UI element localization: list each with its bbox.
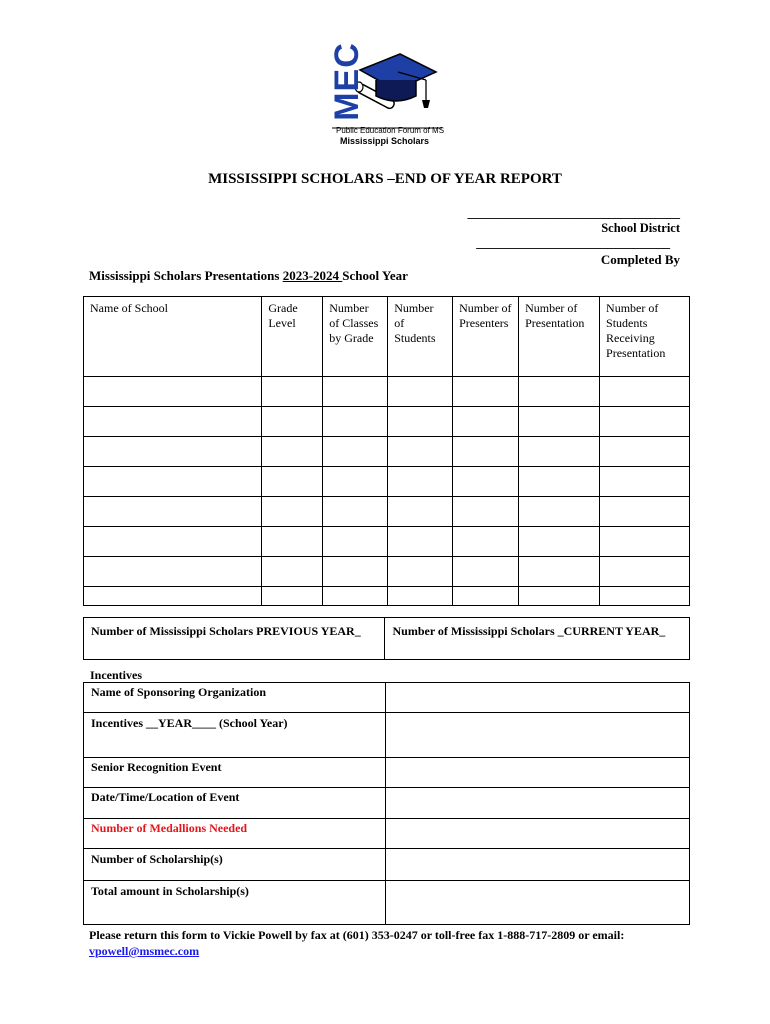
table-cell[interactable] <box>323 497 388 527</box>
presentations-heading <box>89 268 408 284</box>
senior-event-field[interactable] <box>385 758 689 788</box>
table-cell[interactable] <box>519 437 600 467</box>
table-cell[interactable] <box>519 407 600 437</box>
table-cell[interactable] <box>323 407 388 437</box>
table-cell[interactable] <box>519 377 600 407</box>
col-header: Number of Students Receiving Presentation <box>600 297 690 377</box>
table-cell[interactable] <box>600 587 690 606</box>
table-row[interactable] <box>84 377 690 407</box>
table-cell[interactable] <box>453 497 519 527</box>
table-cell[interactable] <box>453 527 519 557</box>
district-blank[interactable]: __________________________________ <box>467 206 680 220</box>
table-row[interactable] <box>84 557 690 587</box>
table-cell[interactable] <box>519 587 600 606</box>
incentives-table <box>83 682 690 925</box>
completed-label: Completed By <box>600 252 680 267</box>
senior-event-label: Senior Recognition Event <box>84 758 386 788</box>
table-cell[interactable] <box>388 587 453 606</box>
presentations-year: 2023-2024 <box>282 268 343 283</box>
table-cell[interactable] <box>84 437 262 467</box>
table-cell[interactable] <box>519 467 600 497</box>
incentives-year-field[interactable] <box>385 713 689 758</box>
presentations-table <box>83 296 690 606</box>
event-datetime-label: Date/Time/Location of Event <box>84 788 386 819</box>
table-row[interactable] <box>84 437 690 467</box>
table-cell[interactable] <box>388 527 453 557</box>
medallions-label: Number of Medallions Needed <box>84 819 386 849</box>
col-header: Number of Students <box>388 297 453 377</box>
table-cell[interactable] <box>323 587 388 606</box>
table-row[interactable] <box>84 587 690 606</box>
medallions-field[interactable] <box>385 819 689 849</box>
table-cell[interactable] <box>84 407 262 437</box>
table-cell[interactable] <box>262 527 323 557</box>
return-instructions-text: Please return this form to Vickie Powell by fax at (601) 353-0247 or toll-free fax 1-888-717-2809 or email: <box>89 928 625 942</box>
table-cell[interactable] <box>84 527 262 557</box>
table-cell[interactable] <box>388 497 453 527</box>
total-scholarship-label: Total amount in Scholarship(s) <box>84 881 386 925</box>
table-cell[interactable] <box>388 467 453 497</box>
table-cell[interactable] <box>453 587 519 606</box>
contact-email-link[interactable]: vpowell@msmec.com <box>89 944 200 958</box>
total-scholarship-field[interactable] <box>385 881 689 925</box>
table-cell[interactable] <box>84 377 262 407</box>
table-cell[interactable] <box>600 407 690 437</box>
table-cell[interactable] <box>388 557 453 587</box>
table-cell[interactable] <box>519 557 600 587</box>
table-cell[interactable] <box>453 557 519 587</box>
district-label: School District <box>601 221 680 235</box>
table-cell[interactable] <box>453 407 519 437</box>
scholar-count-table <box>83 617 690 660</box>
table-cell[interactable] <box>323 467 388 497</box>
scholarships-label: Number of Scholarship(s) <box>84 849 386 881</box>
col-header: Name of School <box>84 297 262 377</box>
table-cell[interactable] <box>600 467 690 497</box>
table-row[interactable] <box>84 467 690 497</box>
table-cell[interactable] <box>519 527 600 557</box>
table-cell[interactable] <box>388 377 453 407</box>
table-cell[interactable] <box>453 377 519 407</box>
table-cell[interactable] <box>600 527 690 557</box>
logo-line1: Public Education Forum of MS <box>336 126 445 135</box>
table-row[interactable] <box>84 407 690 437</box>
table-cell[interactable] <box>323 377 388 407</box>
sponsor-label: Name of Sponsoring Organization <box>84 683 386 713</box>
incentives-year-label: Incentives __YEAR____ (School Year) <box>84 713 386 758</box>
scholarships-field[interactable] <box>385 849 689 881</box>
table-cell[interactable] <box>84 467 262 497</box>
table-cell[interactable] <box>262 407 323 437</box>
table-row[interactable] <box>84 527 690 557</box>
table-cell[interactable] <box>600 377 690 407</box>
previous-year-count-field[interactable]: Number of Mississippi Scholars PREVIOUS YEAR_ <box>84 618 385 660</box>
current-year-count-field[interactable]: Number of Mississippi Scholars _CURRENT YEAR_ <box>385 618 690 660</box>
table-cell[interactable] <box>600 557 690 587</box>
col-header: Number of Presenters <box>453 297 519 377</box>
col-header: Number of Classes by Grade <box>323 297 388 377</box>
return-instructions <box>89 927 689 959</box>
table-header-row <box>84 297 690 377</box>
col-header: Number of Presentation <box>519 297 600 377</box>
table-cell[interactable] <box>453 437 519 467</box>
mec-logo <box>318 40 448 150</box>
table-cell[interactable] <box>262 587 323 606</box>
table-cell[interactable] <box>388 407 453 437</box>
completed-blank[interactable]: _______________________________ <box>476 236 670 250</box>
table-cell[interactable] <box>262 497 323 527</box>
col-header: Grade Level <box>262 297 323 377</box>
table-cell[interactable] <box>388 437 453 467</box>
table-cell[interactable] <box>262 437 323 467</box>
table-cell[interactable] <box>84 497 262 527</box>
presentations-prefix: Mississippi Scholars Presentations <box>89 268 283 283</box>
table-cell[interactable] <box>84 587 262 606</box>
table-cell[interactable] <box>262 377 323 407</box>
incentives-heading: Incentives <box>90 668 142 682</box>
table-cell[interactable] <box>323 437 388 467</box>
table-cell[interactable] <box>323 557 388 587</box>
logo-mark: MEC <box>327 42 366 121</box>
table-cell[interactable] <box>262 467 323 497</box>
table-row[interactable] <box>84 497 690 527</box>
sponsor-field[interactable] <box>385 683 689 713</box>
table-cell[interactable] <box>453 467 519 497</box>
table-cell[interactable] <box>262 557 323 587</box>
table-cell[interactable] <box>84 557 262 587</box>
logo-line2: Mississippi Scholars <box>340 136 430 146</box>
event-datetime-field[interactable] <box>385 788 689 819</box>
table-cell[interactable] <box>323 527 388 557</box>
table-cell[interactable] <box>519 497 600 527</box>
presentations-suffix: School Year <box>342 268 408 283</box>
page-title: MISSISSIPPI SCHOLARS –END OF YEAR REPORT <box>208 171 562 187</box>
table-cell[interactable] <box>600 437 690 467</box>
table-cell[interactable] <box>600 497 690 527</box>
